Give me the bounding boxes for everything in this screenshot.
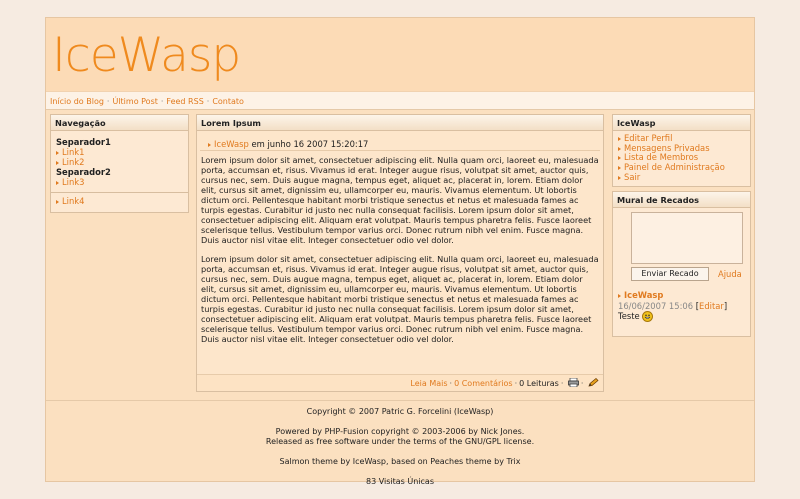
shout-help-link[interactable]: Ajuda	[718, 269, 742, 279]
nav-separator-1: Separador1	[56, 137, 111, 147]
grin-smiley-icon	[642, 311, 653, 322]
article-footer	[197, 374, 603, 391]
private-messages-link[interactable]: Mensagens Privadas	[618, 144, 745, 154]
footer-powered: Powered by PHP-Fusion copyright © 2003-2006 by Nick Jones.	[275, 427, 525, 436]
read-more-link[interactable]: Leia Mais	[410, 379, 448, 388]
send-shout-button[interactable]: Enviar Recado	[631, 267, 709, 281]
footer-visits: 83 Visitas Únicas	[366, 477, 434, 486]
article-paragraph: Lorem ipsum dolor sit amet, consectetuer adipiscing elit. Nulla quam orci, laoreet eu, malesuada porta, accumsan et, risus. Vivamus id erat. Integer augue risus, volutpat sit amet, auctor quis, cursus nec, sem. Duis augue magna, tempus eget, aliquet ac, placerat in, lorem. Etiam dolor elit, cursus sit amet, dignissim eu, ullamcorper eu, mauris. Vivamus elementum. Ut lobortis dictum orci. Pellentesque habitant morbi tristique senectus et netus et malesuada fames ac turpis egestas. Curabitur id justo nec nulla consequat facilisis. Lorem ipsum dolor sit amet, consectetuer adipiscing elit. Aliquam erat volutpat. Mauris tempus pharetra felis. Fusce laoreet scelerisque tellus. Vestibulum tempor varius orci. Donec rutrum nibh vel enim. Fusce magna. Duis auctor nisl vitae elit. Integer consectetuer odio vel dolor.	[201, 254, 599, 344]
edit-icon[interactable]	[588, 378, 599, 387]
article-author-link[interactable]: IceWasp	[208, 140, 249, 150]
nav-link-2[interactable]: Link2	[56, 158, 183, 168]
nav-separator-2: Separador2	[56, 167, 111, 178]
footer-license: Released as free software under the terms of the GNU/GPL license.	[265, 437, 535, 446]
logout-link[interactable]: Sair	[618, 173, 745, 183]
nav-last-post-link[interactable]: Último Post	[112, 97, 158, 106]
article-date: em junho 16 2007 15:20:17	[251, 139, 369, 149]
shout-entry	[618, 291, 745, 322]
footer-dot: ·	[580, 379, 584, 388]
footer-copyright: Copyright © 2007 Patric G. Forcelini (IceWasp)	[306, 407, 494, 416]
article-meta	[200, 131, 600, 151]
footer-dot: ·	[560, 379, 564, 388]
nav-separator: ·	[106, 97, 110, 106]
nav-link-1[interactable]: Link1	[56, 148, 183, 158]
shout-edit-link[interactable]: Editar	[699, 300, 724, 311]
print-icon[interactable]	[568, 378, 579, 387]
edit-profile-link[interactable]: Editar Perfil	[618, 134, 745, 144]
article-title[interactable]: Lorem Ipsum	[197, 115, 603, 131]
footer-dot: ·	[449, 379, 453, 388]
reads-count: 0 Leituras	[519, 379, 559, 388]
shout-text: Teste	[618, 310, 640, 321]
shout-edit-bracket: ]	[723, 300, 728, 311]
admin-panel-link[interactable]: Painel de Administração	[618, 163, 745, 173]
nav-separator: ·	[160, 97, 164, 106]
top-nav	[46, 92, 754, 110]
shoutbox-title: Mural de Recados	[613, 192, 750, 208]
shout-date: 16/06/2007 15:06	[618, 300, 694, 311]
site-footer	[46, 400, 754, 486]
user-panel-title: IceWasp	[613, 115, 750, 131]
article-body	[197, 151, 603, 345]
nav-link-4[interactable]: Link4	[56, 197, 183, 207]
navigation-panel-title: Navegação	[51, 115, 188, 131]
footer-theme: Salmon theme by IceWasp, based on Peaches theme by Trix	[279, 457, 521, 466]
members-list-link[interactable]: Lista de Membros	[618, 153, 745, 163]
nav-link-3[interactable]: Link3	[56, 178, 183, 188]
nav-home-link[interactable]: Início do Blog	[50, 97, 104, 106]
footer-dot: ·	[514, 379, 518, 388]
comments-link[interactable]: 0 Comentários	[454, 379, 513, 388]
shoutbox-panel	[612, 191, 751, 337]
nav-divider	[51, 192, 188, 193]
site-banner	[46, 18, 754, 92]
shout-textarea[interactable]	[631, 212, 743, 264]
nav-separator: ·	[206, 97, 210, 106]
article-panel	[196, 114, 604, 392]
nav-rss-link[interactable]: Feed RSS	[166, 97, 204, 106]
shout-author-link[interactable]: IceWasp	[618, 291, 745, 301]
user-panel	[612, 114, 751, 187]
article-paragraph: Lorem ipsum dolor sit amet, consectetuer adipiscing elit. Nulla quam orci, laoreet eu, malesuada porta, accumsan et, risus. Vivamus id erat. Integer augue risus, volutpat sit amet, auctor quis, cursus nec, sem. Duis augue magna, tempus eget, aliquet ac, placerat in, lorem. Etiam dolor elit, cursus sit amet, dignissim eu, ullamcorper eu, mauris. Vivamus elementum. Ut lobortis dictum orci. Pellentesque habitant morbi tristique senectus et netus et malesuada fames ac turpis egestas. Curabitur id justo nec nulla consequat facilisis. Lorem ipsum dolor sit amet, consectetuer adipiscing elit. Aliquam erat volutpat. Mauris tempus pharetra felis. Fusce laoreet scelerisque tellus. Vestibulum tempor varius orci. Donec rutrum nibh vel enim. Fusce magna. Duis auctor nisl vitae elit. Integer consectetuer odio vel dolor.	[201, 155, 599, 245]
shout-edit-bracket: [	[695, 300, 700, 311]
navigation-panel	[50, 114, 189, 213]
nav-contact-link[interactable]: Contato	[212, 97, 244, 106]
site-logo[interactable]: IceWasp	[52, 28, 241, 83]
